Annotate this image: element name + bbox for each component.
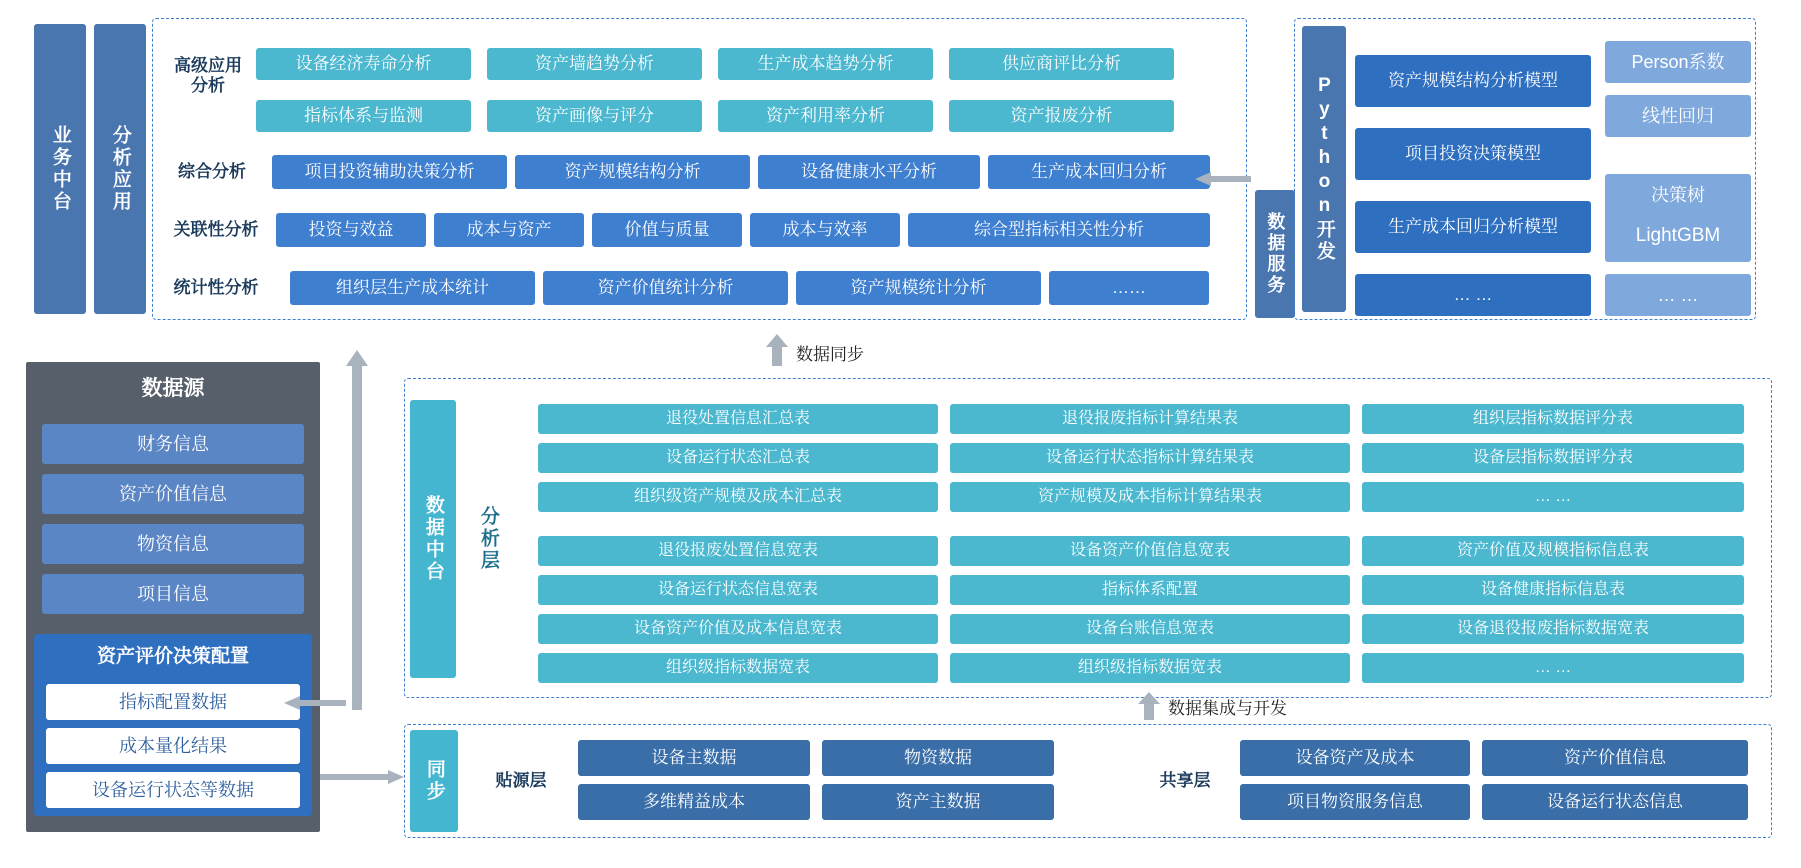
table-org-indicator-data-wide-left[interactable]: 组织级指标数据宽表 — [538, 653, 938, 683]
app-item-org-production-cost-stats[interactable]: 组织层生产成本统计 — [290, 271, 535, 305]
arrow-source-to-center-icon — [346, 350, 368, 710]
rail-business-center: 业务中台 — [34, 24, 86, 314]
app-row-comprehensive-label: 综合分析 — [178, 161, 246, 181]
app-item-asset-portrait-rating[interactable]: 资产画像与评分 — [487, 100, 702, 132]
rail-data-service: 数据服务 — [1255, 190, 1295, 318]
table-group2-more[interactable]: … … — [1362, 653, 1744, 683]
arrow-data-sync-icon — [766, 334, 788, 366]
python-algorithm-decision-tree[interactable]: 决策树 — [1605, 174, 1751, 216]
table-equipment-status-wide[interactable]: 设备运行状态信息宽表 — [538, 575, 938, 605]
app-item-investment-benefit[interactable]: 投资与效益 — [276, 213, 426, 247]
table-retirement-scrap-disposal-wide[interactable]: 退役报废处置信息宽表 — [538, 536, 938, 566]
share-item-project-material-service[interactable]: 项目物资服务信息 — [1240, 784, 1470, 820]
data-source-item-material[interactable]: 物资信息 — [42, 524, 304, 564]
label-data-integration: 数据集成与开发 — [1168, 698, 1287, 718]
share-item-equipment-status-info[interactable]: 设备运行状态信息 — [1482, 784, 1748, 820]
app-item-supplier-comparison[interactable]: 供应商评比分析 — [949, 48, 1174, 80]
app-item-project-investment-decision[interactable]: 项目投资辅助决策分析 — [272, 155, 507, 189]
rail-analysis-application: 分析应用 — [94, 24, 146, 314]
app-item-cost-asset[interactable]: 成本与资产 — [434, 213, 584, 247]
python-model-production-cost-regression[interactable]: 生产成本回归分析模型 — [1355, 201, 1591, 253]
table-retirement-scrap-indicator-result[interactable]: 退役报废指标计算结果表 — [950, 404, 1350, 434]
rail-sync: 同步 — [410, 730, 458, 832]
table-equipment-asset-value-wide[interactable]: 设备资产价值信息宽表 — [950, 536, 1350, 566]
data-source-item-finance[interactable]: 财务信息 — [42, 424, 304, 464]
app-item-equipment-health-level[interactable]: 设备健康水平分析 — [758, 155, 980, 189]
app-item-value-quality[interactable]: 价值与质量 — [592, 213, 742, 247]
rail-analysis-layer: 分析层 — [466, 400, 510, 678]
table-org-indicator-score[interactable]: 组织层指标数据评分表 — [1362, 404, 1744, 434]
source-item-equipment-master-data[interactable]: 设备主数据 — [578, 740, 810, 776]
table-asset-value-scale-indicator[interactable]: 资产价值及规模指标信息表 — [1362, 536, 1744, 566]
table-org-asset-scale-cost-summary[interactable]: 组织级资产规模及成本汇总表 — [538, 482, 938, 512]
app-item-asset-scale-stats[interactable]: 资产规模统计分析 — [796, 271, 1041, 305]
app-item-asset-utilization[interactable]: 资产利用率分析 — [718, 100, 933, 132]
app-row-statistical-label: 统计性分析 — [173, 277, 259, 297]
asset-evaluation-config-title: 资产评价决策配置 — [96, 645, 249, 667]
table-equipment-indicator-score[interactable]: 设备层指标数据评分表 — [1362, 443, 1744, 473]
source-item-multidim-lean-cost[interactable]: 多维精益成本 — [578, 784, 810, 820]
arrow-to-sync-icon — [320, 770, 404, 784]
app-item-production-cost-trend[interactable]: 生产成本趋势分析 — [718, 48, 933, 80]
data-source-item-project[interactable]: 项目信息 — [42, 574, 304, 614]
arrow-python-to-analysis-icon — [1195, 172, 1251, 186]
python-algorithm-lightgbm[interactable]: LightGBM — [1605, 210, 1751, 262]
source-item-asset-master-data[interactable]: 资产主数据 — [822, 784, 1054, 820]
data-source-title: 数据源 — [141, 377, 205, 401]
table-equipment-status-indicator-result[interactable]: 设备运行状态指标计算结果表 — [950, 443, 1350, 473]
arrow-data-integration-icon — [1138, 692, 1160, 720]
table-org-indicator-data-wide-mid[interactable]: 组织级指标数据宽表 — [950, 653, 1350, 683]
app-row-correlation-label: 关联性分析 — [173, 219, 259, 239]
app-row-advanced-label: 高级应用分析 — [174, 55, 242, 95]
data-source-item-asset-value[interactable]: 资产价值信息 — [42, 474, 304, 514]
table-asset-scale-cost-indicator-result[interactable]: 资产规模及成本指标计算结果表 — [950, 482, 1350, 512]
python-model-project-investment-decision[interactable]: 项目投资决策模型 — [1355, 128, 1591, 180]
app-item-equipment-economic-life[interactable]: 设备经济寿命分析 — [256, 48, 471, 80]
app-item-more[interactable]: …… — [1049, 271, 1209, 305]
python-model-asset-scale-structure[interactable]: 资产规模结构分析模型 — [1355, 55, 1591, 107]
label-data-sync: 数据同步 — [796, 344, 864, 364]
app-item-cost-efficiency[interactable]: 成本与效率 — [750, 213, 900, 247]
config-item-cost-quantification-result[interactable]: 成本量化结果 — [46, 728, 300, 764]
share-layer-label: 共享层 — [1159, 770, 1211, 790]
app-item-asset-value-stats[interactable]: 资产价值统计分析 — [543, 271, 788, 305]
table-equipment-asset-value-cost-wide[interactable]: 设备资产价值及成本信息宽表 — [538, 614, 938, 644]
source-layer-label: 贴源层 — [495, 770, 547, 790]
app-item-production-cost-regression[interactable]: 生产成本回归分析 — [988, 155, 1210, 189]
app-item-indicator-system-monitoring[interactable]: 指标体系与监测 — [256, 100, 471, 132]
python-model-more[interactable]: … … — [1355, 274, 1591, 316]
python-algorithm-person-coefficient[interactable]: Person系数 — [1605, 41, 1751, 83]
table-indicator-system-config[interactable]: 指标体系配置 — [950, 575, 1350, 605]
app-item-comprehensive-indicator-correlation[interactable]: 综合型指标相关性分析 — [908, 213, 1210, 247]
rail-python-dev: Python开发 — [1302, 26, 1346, 312]
config-item-equipment-status-data[interactable]: 设备运行状态等数据 — [46, 772, 300, 808]
share-item-equipment-asset-cost[interactable]: 设备资产及成本 — [1240, 740, 1470, 776]
app-item-asset-scale-structure[interactable]: 资产规模结构分析 — [515, 155, 750, 189]
python-algorithm-linear-regression[interactable]: 线性回归 — [1605, 95, 1751, 137]
arrow-into-config-icon — [284, 696, 346, 710]
table-equipment-ledger-wide[interactable]: 设备台账信息宽表 — [950, 614, 1350, 644]
table-group1-more[interactable]: … … — [1362, 482, 1744, 512]
config-item-indicator-config-data[interactable]: 指标配置数据 — [46, 684, 300, 720]
table-equipment-status-summary[interactable]: 设备运行状态汇总表 — [538, 443, 938, 473]
table-equipment-retirement-indicator-wide[interactable]: 设备退役报废指标数据宽表 — [1362, 614, 1744, 644]
app-item-asset-scrap[interactable]: 资产报废分析 — [949, 100, 1174, 132]
table-equipment-health-indicator[interactable]: 设备健康指标信息表 — [1362, 575, 1744, 605]
app-item-asset-wall-trend[interactable]: 资产墙趋势分析 — [487, 48, 702, 80]
table-retirement-disposal-summary[interactable]: 退役处置信息汇总表 — [538, 404, 938, 434]
source-item-material-data[interactable]: 物资数据 — [822, 740, 1054, 776]
rail-data-center: 数据中台 — [410, 400, 456, 678]
share-item-asset-value-info[interactable]: 资产价值信息 — [1482, 740, 1748, 776]
python-algorithm-more[interactable]: … … — [1605, 274, 1751, 316]
